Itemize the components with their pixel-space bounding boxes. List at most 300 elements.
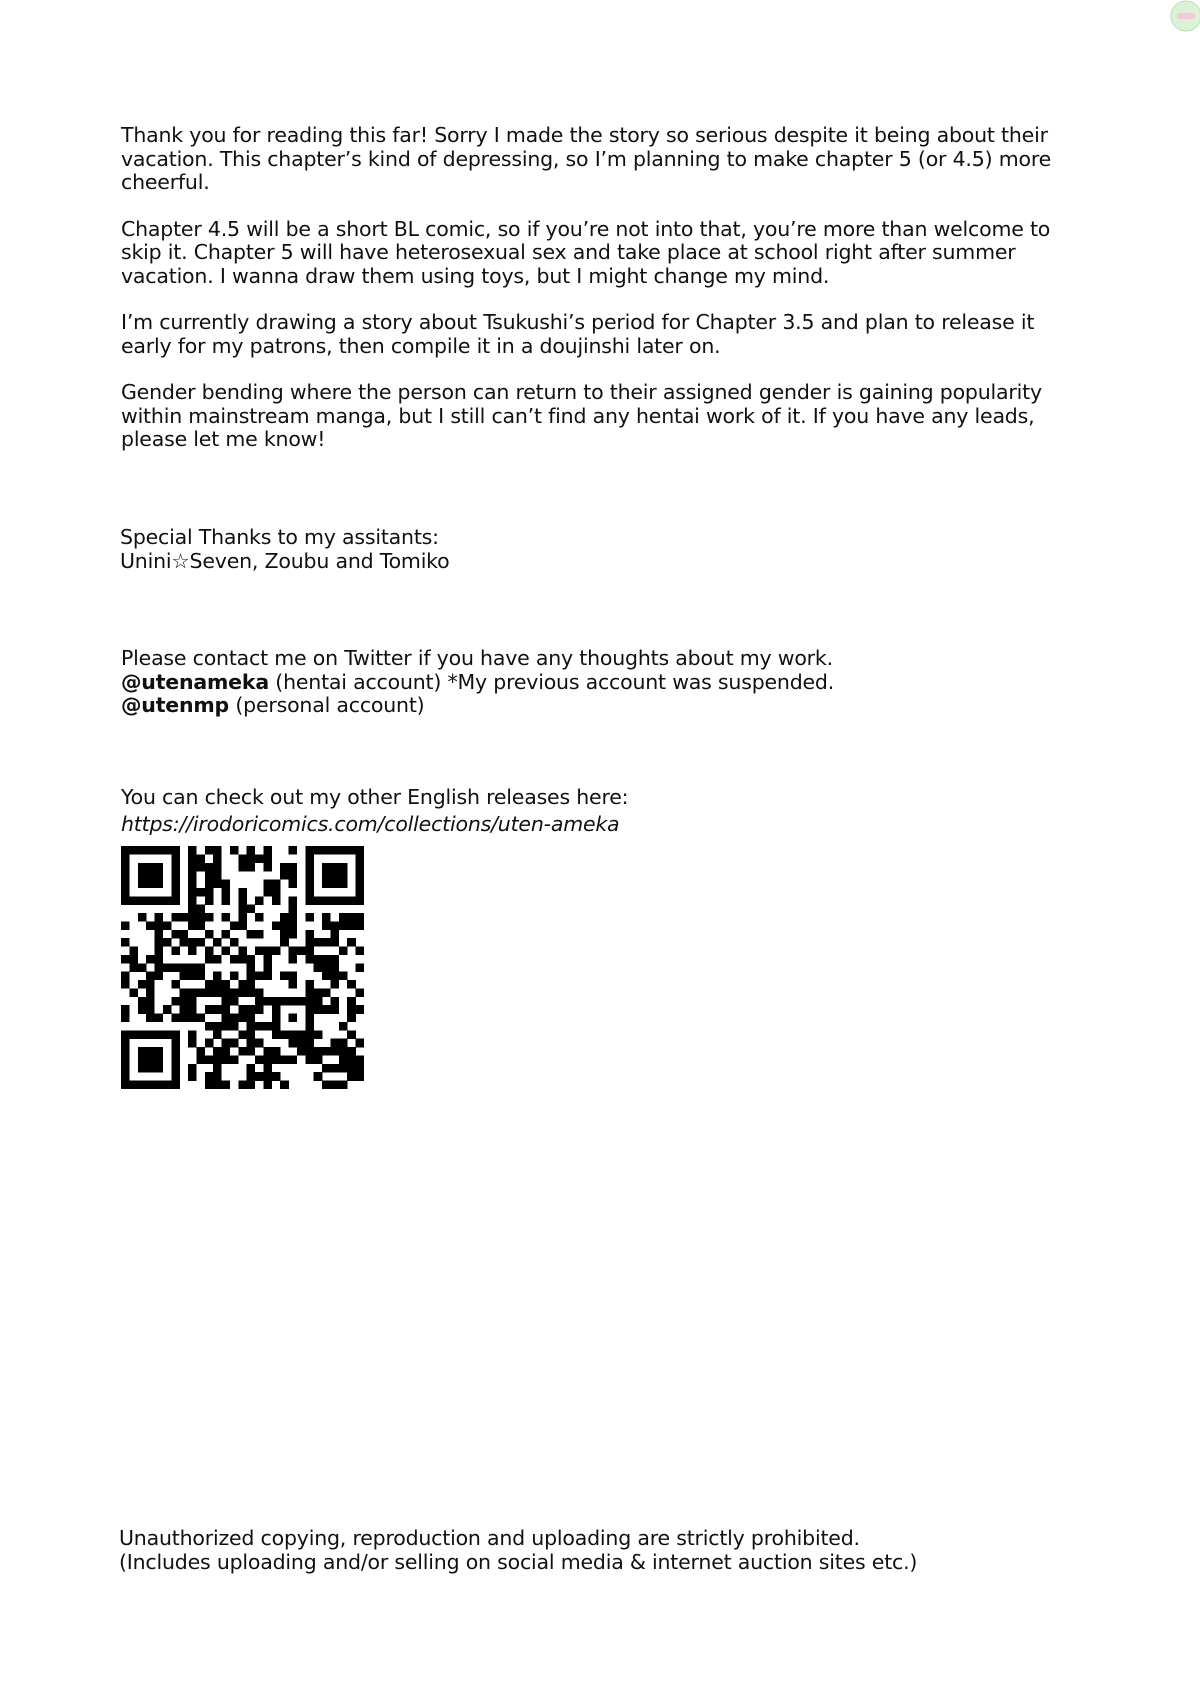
qr-module (205, 1055, 214, 1064)
qr-module (356, 896, 364, 905)
qr-module (272, 1005, 281, 1014)
qr-module (356, 854, 364, 863)
qr-module (180, 913, 189, 922)
qr-module (188, 1030, 197, 1039)
qr-module (247, 930, 256, 939)
qr-module (171, 913, 180, 922)
text-line: I’m currently drawing a story about Tsukushi’s period for Chapter 3.5 and plan to release it (121, 310, 1035, 334)
qr-module (222, 988, 231, 997)
qr-module (272, 997, 281, 1006)
qr-module (171, 846, 180, 855)
qr-module (238, 988, 247, 997)
qr-module (121, 863, 130, 872)
qr-module (129, 963, 138, 972)
qr-module (155, 880, 164, 889)
contact-section (121, 647, 1041, 718)
qr-module (188, 1005, 197, 1014)
qr-module (205, 871, 214, 880)
qr-module (230, 921, 239, 930)
qr-module (121, 1039, 130, 1048)
qr-module (230, 997, 239, 1006)
qr-module (289, 896, 298, 905)
qr-module (155, 913, 164, 922)
qr-module (196, 905, 205, 914)
qr-module (255, 972, 264, 981)
qr-module (289, 947, 298, 956)
qr-module (322, 921, 331, 930)
qr-module (305, 1022, 314, 1031)
qr-module (188, 880, 197, 889)
qr-module (255, 1055, 264, 1064)
qr-module (222, 1005, 231, 1014)
qr-module (314, 1047, 323, 1056)
qr-module (322, 846, 331, 855)
twitter-handle-personal[interactable]: @utenmp (121, 693, 230, 717)
qr-module (188, 988, 197, 997)
qr-module (213, 972, 222, 981)
qr-module (314, 846, 323, 855)
qr-module (247, 1014, 256, 1023)
qr-module (188, 888, 197, 897)
qr-module (121, 880, 130, 889)
qr-module (330, 1005, 339, 1014)
qr-module (272, 1047, 281, 1056)
qr-module (255, 913, 264, 922)
qr-module (339, 1064, 348, 1073)
qr-module (171, 963, 180, 972)
qr-module (330, 846, 339, 855)
qr-module (347, 1014, 356, 1023)
qr-module (289, 846, 298, 855)
qr-module (205, 863, 214, 872)
qr-module (180, 930, 189, 939)
qr-module (188, 905, 197, 914)
qr-module (146, 1030, 155, 1039)
qr-module (213, 1030, 222, 1039)
qr-module (146, 863, 155, 872)
qr-module (121, 1055, 130, 1064)
qr-module (121, 888, 130, 897)
qr-module (222, 1014, 231, 1023)
qr-module (255, 997, 264, 1006)
text-line: within mainstream manga, but I still can’t find any hentai work of it. If you have any leads, (121, 403, 1035, 428)
qr-module (305, 1047, 314, 1056)
qr-module (247, 1047, 256, 1056)
qr-module (356, 1005, 364, 1014)
qr-module (213, 955, 222, 964)
qr-module (255, 854, 264, 863)
qr-module (289, 1014, 298, 1023)
qr-module (121, 1005, 130, 1014)
qr-module (330, 997, 339, 1006)
qr-module (213, 1005, 222, 1014)
qr-module (356, 1055, 364, 1064)
qr-module (222, 1081, 231, 1089)
qr-module (289, 997, 298, 1006)
handle-line-1 (121, 671, 1041, 695)
qr-module (121, 846, 130, 855)
qr-module (213, 863, 222, 872)
qr-module (138, 913, 147, 922)
paragraph-4 (121, 381, 1041, 452)
qr-module (289, 863, 298, 872)
qr-module (305, 896, 314, 905)
qr-module (171, 1064, 180, 1073)
qr-module (121, 1081, 130, 1089)
qr-module (171, 888, 180, 897)
qr-module (238, 1081, 247, 1089)
qr-module (314, 1072, 323, 1081)
qr-module (196, 921, 205, 930)
qr-module (213, 1081, 222, 1089)
qr-module (272, 1022, 281, 1031)
qr-module (280, 930, 289, 939)
qr-module (196, 1014, 205, 1023)
special-thanks (120, 526, 1040, 573)
qr-module (330, 955, 339, 964)
qr-module (121, 1030, 130, 1039)
qr-module (330, 1081, 339, 1089)
qr-module (263, 1055, 272, 1064)
qr-module (280, 1030, 289, 1039)
qr-module (356, 963, 364, 972)
qr-module (339, 880, 348, 889)
qr-module (171, 854, 180, 863)
qr-module (188, 972, 197, 981)
paragraph-2 (121, 216, 1051, 289)
qr-module (205, 1072, 214, 1081)
qr-module (347, 1030, 356, 1039)
qr-module (213, 880, 222, 889)
qr-module (238, 1005, 247, 1014)
qr-module (163, 1030, 172, 1039)
qr-module (121, 972, 130, 981)
qr-module (339, 846, 348, 855)
qr-module (205, 896, 214, 905)
qr-module (238, 980, 247, 989)
qr-module (129, 988, 138, 997)
qr-module (196, 1055, 205, 1064)
qr-module (196, 938, 205, 947)
qr-module (146, 1055, 155, 1064)
qr-module (238, 863, 247, 872)
qr-module (163, 1081, 172, 1089)
qr-module (314, 988, 323, 997)
qr-module (263, 1064, 272, 1073)
qr-module (188, 1072, 197, 1081)
qr-module (272, 947, 281, 956)
handle-note: (personal account) (229, 693, 425, 717)
qr-module (121, 1014, 130, 1023)
qr-module (238, 888, 247, 897)
qr-module (155, 921, 164, 930)
qr-module (222, 930, 231, 939)
releases-section (121, 786, 1041, 836)
qr-module (347, 938, 356, 947)
thanks-heading: Special Thanks to my assitants: (120, 525, 439, 549)
qr-module (129, 846, 138, 855)
qr-module (305, 854, 314, 863)
qr-module (138, 980, 147, 989)
qr-module (339, 972, 348, 981)
qr-module (171, 896, 180, 905)
qr-module (356, 1039, 364, 1048)
qr-module (322, 963, 331, 972)
qr-module (339, 921, 348, 930)
qr-module (272, 1030, 281, 1039)
qr-module (188, 947, 197, 956)
qr-module (347, 1055, 356, 1064)
qr-module (356, 988, 364, 997)
qr-module (213, 871, 222, 880)
qr-module (129, 1081, 138, 1089)
qr-module (213, 846, 222, 855)
qr-module (205, 1005, 214, 1014)
qr-module (171, 997, 180, 1006)
qr-module (180, 1005, 189, 1014)
qr-module (255, 1022, 264, 1031)
qr-module (155, 963, 164, 972)
qr-module (155, 863, 164, 872)
qr-module (289, 955, 298, 964)
qr-module (146, 1064, 155, 1073)
qr-module (238, 905, 247, 914)
qr-module (289, 913, 298, 922)
text-line: Thank you for reading this far! Sorry I made the story so serious despite it being about their (121, 123, 1048, 147)
qr-module (146, 1047, 155, 1056)
qr-module (255, 988, 264, 997)
qr-module (272, 896, 281, 905)
qr-module (330, 921, 339, 930)
qr-module (230, 846, 239, 855)
qr-module (339, 913, 348, 922)
qr-module (188, 1039, 197, 1048)
qr-module (196, 854, 205, 863)
qr-module (196, 963, 205, 972)
qr-module (272, 921, 281, 930)
qr-module (330, 1039, 339, 1048)
qr-module (280, 1055, 289, 1064)
qr-module (238, 896, 247, 905)
qr-module (339, 1047, 348, 1056)
qr-module (347, 997, 356, 1006)
qr-module (238, 955, 247, 964)
qr-module (314, 997, 323, 1006)
qr-module (180, 997, 189, 1006)
qr-module (146, 988, 155, 997)
qr-module (289, 921, 298, 930)
qr-module (263, 880, 272, 889)
qr-module (146, 1081, 155, 1089)
qr-module (356, 888, 364, 897)
afterword-text (121, 123, 1052, 452)
qr-module (138, 1081, 147, 1089)
qr-module (322, 896, 331, 905)
qr-module (121, 1047, 130, 1056)
qr-module (188, 863, 197, 872)
qr-module (213, 1022, 222, 1031)
qr-module (339, 863, 348, 872)
qr-module (129, 896, 138, 905)
copyright-line-1: Unauthorized copying, reproduction and uploading are strictly prohibited. (119, 1526, 860, 1550)
qr-module (247, 1072, 256, 1081)
qr-module (322, 955, 331, 964)
qr-module (280, 921, 289, 930)
qr-module (230, 972, 239, 981)
qr-module (138, 1005, 147, 1014)
qr-module (305, 955, 314, 964)
qr-module (314, 955, 323, 964)
qr-module (347, 1064, 356, 1073)
qr-module (356, 863, 364, 872)
qr-module (188, 963, 197, 972)
qr-module (263, 1081, 272, 1089)
qr-module (222, 880, 231, 889)
qr-module (222, 896, 231, 905)
qr-module (238, 1047, 247, 1056)
qr-module (330, 972, 339, 981)
qr-module (289, 880, 298, 889)
qr-module (280, 972, 289, 981)
qr-module (138, 1064, 147, 1073)
qr-module (322, 863, 331, 872)
qr-module (129, 947, 138, 956)
qr-module (305, 1030, 314, 1039)
qr-module (138, 863, 147, 872)
qr-module (247, 955, 256, 964)
qr-module (305, 863, 314, 872)
qr-module (213, 1072, 222, 1081)
qr-module (213, 988, 222, 997)
qr-module (121, 955, 130, 964)
qr-module (297, 1047, 306, 1056)
qr-module (330, 880, 339, 889)
qr-module (205, 988, 214, 997)
qr-module (247, 854, 256, 863)
releases-intro: You can check out my other English releases here: (121, 785, 629, 809)
qr-module (222, 997, 231, 1006)
qr-module (247, 1022, 256, 1031)
qr-module (222, 980, 231, 989)
qr-module (163, 963, 172, 972)
qr-module (171, 947, 180, 956)
qr-module (247, 905, 256, 914)
qr-module (213, 1055, 222, 1064)
qr-module (180, 1014, 189, 1023)
qr-module (213, 854, 222, 863)
qr-module (347, 980, 356, 989)
qr-module (356, 1072, 364, 1081)
qr-module (138, 1055, 147, 1064)
qr-module (180, 938, 189, 947)
text-line: Gender bending where the person can return to their assigned gender is gaining popularity (121, 380, 1042, 404)
qr-module (305, 988, 314, 997)
qr-module (205, 930, 214, 939)
qr-module (188, 854, 197, 863)
qr-module (155, 1047, 164, 1056)
qr-module (230, 1055, 239, 1064)
qr-module (347, 1005, 356, 1014)
qr-module (205, 846, 214, 855)
qr-module (289, 1030, 298, 1039)
qr-module (322, 1064, 331, 1073)
qr-module (280, 913, 289, 922)
qr-module (155, 1064, 164, 1073)
qr-module (322, 913, 331, 922)
qr-module (289, 1039, 298, 1048)
qr-module (305, 1055, 314, 1064)
qr-module (146, 980, 155, 989)
qr-module (314, 896, 323, 905)
qr-module (146, 880, 155, 889)
text-line: cheerful. (121, 170, 210, 194)
qr-module (196, 863, 205, 872)
qr-module (230, 988, 239, 997)
qr-module (222, 1055, 231, 1064)
qr-module (163, 846, 172, 855)
qr-module (230, 1039, 239, 1048)
qr-module (289, 930, 298, 939)
qr-module (330, 930, 339, 939)
qr-module (146, 871, 155, 880)
qr-module (305, 930, 314, 939)
qr-module (155, 1030, 164, 1039)
qr-module (305, 1039, 314, 1048)
qr-module (213, 1047, 222, 1056)
qr-module (263, 972, 272, 981)
qr-module (280, 863, 289, 872)
qr-module (171, 1047, 180, 1056)
qr-module (121, 896, 130, 905)
qr-module (146, 846, 155, 855)
qr-module (230, 1022, 239, 1031)
releases-link[interactable]: https://irodoricomics.com/collections/uten-ameka (121, 811, 620, 836)
qr-module (339, 1081, 348, 1089)
qr-module (180, 963, 189, 972)
qr-module (171, 1055, 180, 1064)
qr-module (247, 1064, 256, 1073)
qr-module (330, 871, 339, 880)
qr-code-icon[interactable] (121, 846, 364, 1089)
qr-module (247, 1030, 256, 1039)
qr-module (205, 1081, 214, 1089)
qr-module (230, 955, 239, 964)
qr-module (205, 955, 214, 964)
twitter-handle-hentai[interactable]: @utenameka (121, 669, 269, 694)
qr-module (171, 980, 180, 989)
qr-module (238, 947, 247, 956)
assistant-names: Unini☆Seven, Zoubu and Tomiko (120, 548, 450, 573)
qr-module (305, 888, 314, 897)
qr-module (247, 1039, 256, 1048)
qr-module (263, 888, 272, 897)
qr-module (263, 997, 272, 1006)
qr-module (255, 1039, 264, 1048)
qr-module (180, 972, 189, 981)
qr-module (222, 888, 231, 897)
qr-module (205, 947, 214, 956)
text-line: vacation. This chapter’s kind of depressing, so I’m planning to make chapter 5 (or 4.5) more (121, 146, 1052, 171)
qr-module (263, 963, 272, 972)
qr-module (330, 963, 339, 972)
paragraph-1 (121, 123, 1052, 195)
qr-module (305, 880, 314, 889)
qr-module (205, 1022, 214, 1031)
qr-module (188, 938, 197, 947)
qr-module (305, 871, 314, 880)
qr-module (263, 863, 272, 872)
copyright-notice (119, 1527, 1039, 1574)
